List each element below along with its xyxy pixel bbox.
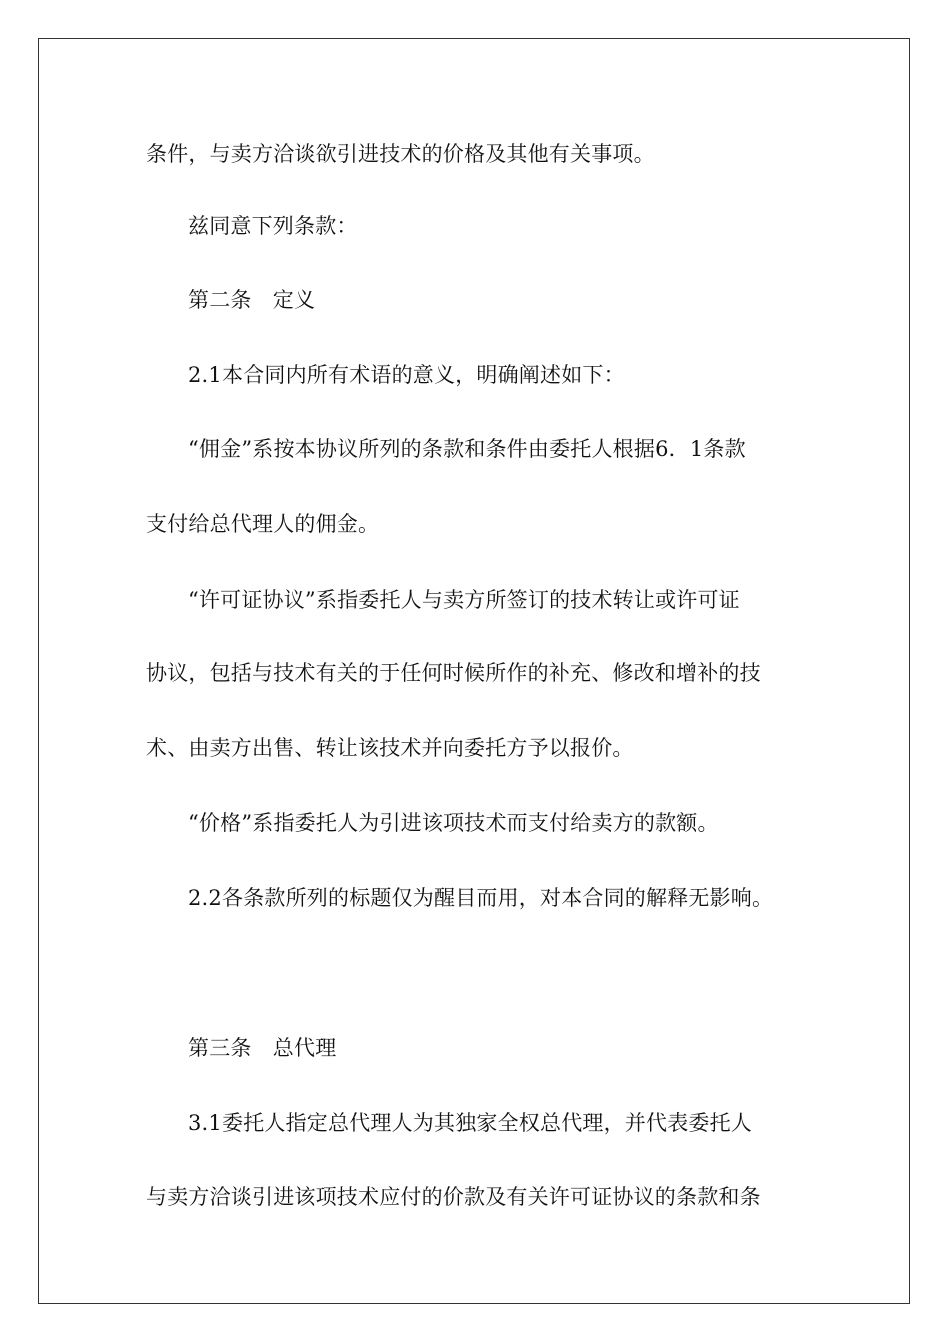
text-line: 兹同意下列条款： <box>188 214 358 238</box>
text-line: “价格”系指委托人为引进该项技术而支付给卖方的款额。 <box>188 811 719 835</box>
section-heading: 第二条 定义 <box>188 288 316 312</box>
text-line: 支付给总代理人的佣金。 <box>146 512 380 536</box>
text-line: 协议，包括与技术有关的于任何时候所作的补充、修改和增补的技 <box>146 661 761 685</box>
text-line: 2.2各条款所列的标题仅为醒目而用，对本合同的解释无影响。 <box>188 886 774 910</box>
text-line: “许可证协议”系指委托人与卖方所签订的技术转让或许可证 <box>188 588 740 612</box>
text-line: 术、由卖方出售、转让该技术并向委托方予以报价。 <box>146 736 634 760</box>
text-line: 与卖方洽谈引进该项技术应付的价款及有关许可证协议的条款和条 <box>146 1185 761 1209</box>
text-line: “佣金”系按本协议所列的条款和条件由委托人根据6．1条款 <box>188 437 746 461</box>
text-line: 3.1委托人指定总代理人为其独家全权总代理，并代表委托人 <box>188 1111 752 1135</box>
section-heading: 第三条 总代理 <box>188 1036 337 1060</box>
text-line: 条件，与卖方洽谈欲引进技术的价格及其他有关事项。 <box>146 142 655 166</box>
text-line: 2.1本合同内所有术语的意义，明确阐述如下： <box>188 363 625 387</box>
